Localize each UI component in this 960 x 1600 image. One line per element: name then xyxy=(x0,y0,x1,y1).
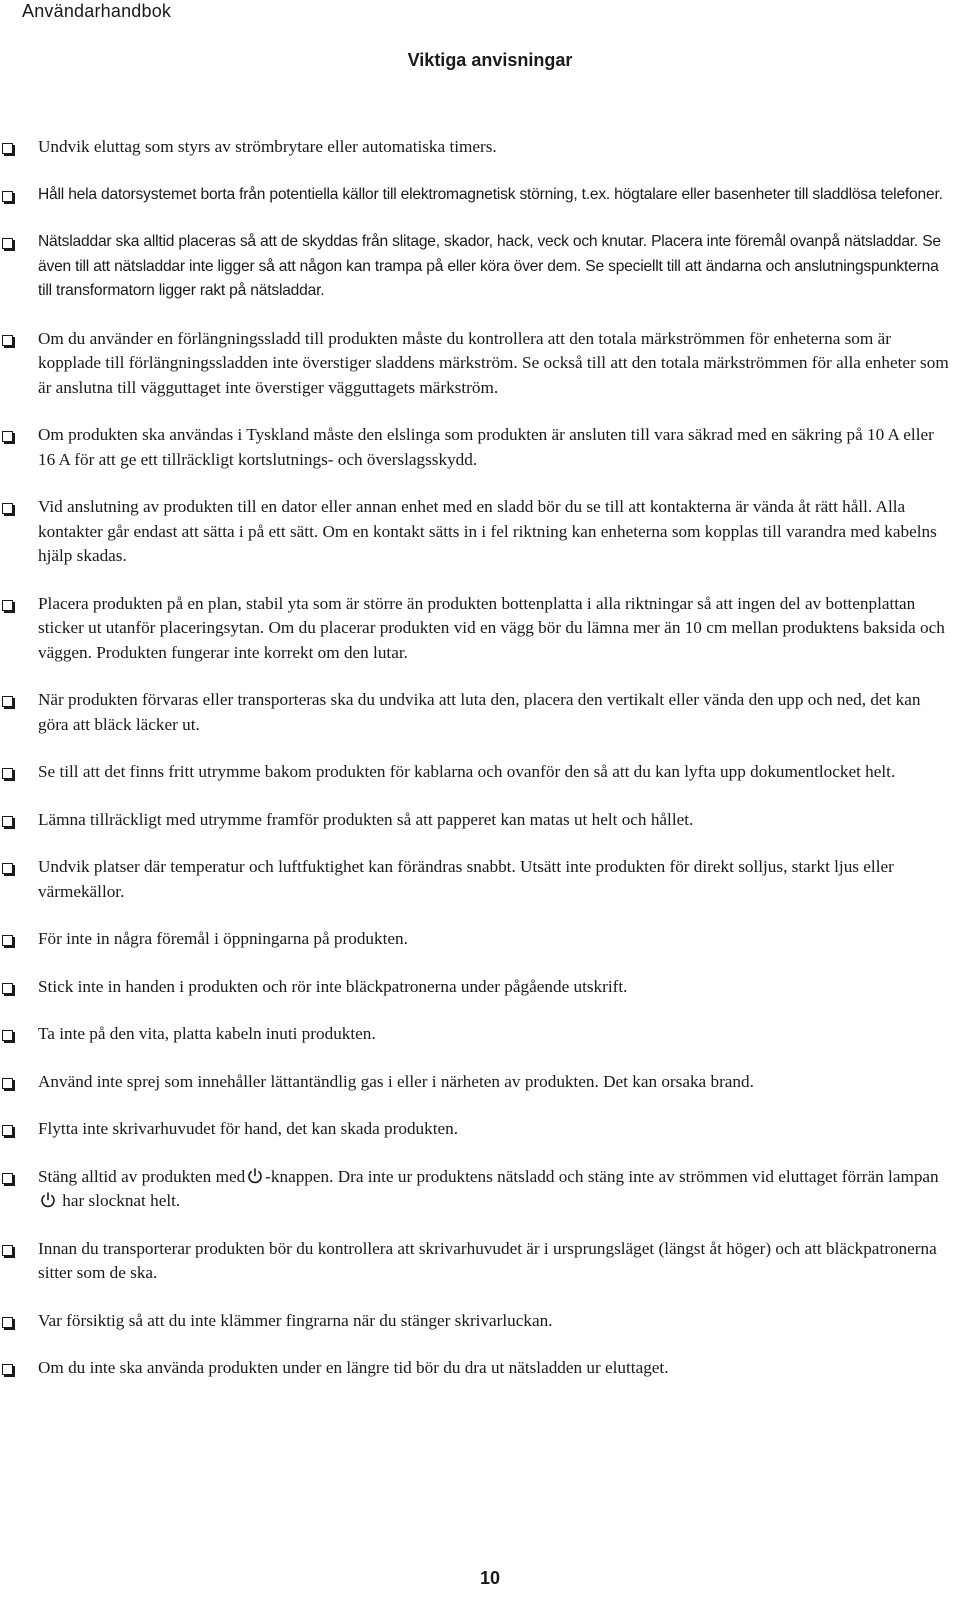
list-item-text: Undvik eluttag som styrs av strömbrytare eller automatiska timers. xyxy=(38,137,497,156)
list-item-text-part: Stäng alltid av produkten med xyxy=(38,1166,246,1186)
power-icon xyxy=(40,1192,56,1208)
list-item-text: Nätsladdar ska alltid placeras så att de skyddas från slitage, skador, hack, veck och knutar. Placera inte föremål ovanpå nätsladdar. Se även till att nätsladdar inte ligger så att någon kan trampa på eller köra över dem. Se speciellt till att ändarna och anslutningspunkterna till transformatorn ligger rakt på nätsladdar. xyxy=(38,233,941,299)
checkbox-icon xyxy=(2,1245,13,1256)
checkbox-icon xyxy=(2,1173,13,1184)
checkbox-icon xyxy=(2,983,13,994)
list-item xyxy=(0,1022,960,1047)
list-item xyxy=(0,760,960,785)
checkbox-icon xyxy=(2,696,13,707)
checkbox-icon xyxy=(2,600,13,611)
checkbox-icon xyxy=(2,503,13,514)
list-item xyxy=(0,327,960,401)
section-title: Viktiga anvisningar xyxy=(407,50,573,70)
checkbox-icon xyxy=(2,1364,13,1375)
list-item xyxy=(0,592,960,666)
list-item xyxy=(0,1117,960,1142)
list-item xyxy=(0,808,960,833)
list-item-text-part: har slocknat helt. xyxy=(62,1191,181,1210)
list-item-text: Lämna tillräckligt med utrymme framför produkten så att papperet kan matas ut helt och hållet. xyxy=(38,809,694,829)
list-item-text: Om du använder en förlängningssladd till produkten måste du kontrollera att den totala märkströmmen för enheterna som är kopplade till förlängningssladden inte överstiger sladdens märkström. Se också till att den totala märkströmmen för alla enheter som är anslutna till vägguttaget inte överstiger vägguttagets märkström. xyxy=(38,328,949,397)
list-item xyxy=(0,423,960,472)
list-item-text: Innan du transporterar produkten bör du kontrollera att skrivarhuvudet är i ursprungsläget (längst åt höger) och att bläckpatronerna sitter som de ska. xyxy=(38,1238,937,1282)
checkbox-icon xyxy=(2,1030,13,1041)
list-item-text: Ta inte på den vita, platta kabeln inuti produkten. xyxy=(38,1024,376,1043)
list-item xyxy=(0,927,960,952)
checkbox-icon xyxy=(2,1317,13,1328)
list-item xyxy=(0,975,960,1000)
list-item-text xyxy=(38,1165,952,1214)
checkbox-icon xyxy=(2,335,13,346)
list-item xyxy=(0,855,960,904)
checkbox-icon xyxy=(2,935,13,946)
checkbox-icon xyxy=(2,431,13,442)
checkbox-icon xyxy=(2,1125,13,1136)
checkbox-icon xyxy=(2,238,13,249)
power-icon xyxy=(247,1168,263,1184)
checkbox-icon xyxy=(2,816,13,827)
list-item-text: Håll hela datorsystemet borta från potentiella källor till elektromagnetisk störning, t.ex. högtalare eller basenheter till sladdlösa telefoner. xyxy=(38,185,943,203)
list-item xyxy=(0,183,960,208)
list-item xyxy=(0,1070,960,1095)
list-item-text: Vid anslutning av produkten till en dator eller annan enhet med en sladd bör du se till att kontakterna är vända åt rätt håll. Alla kontakter går endast att sätta i på ett sätt. Om en kontakt sätts in i fel riktning kan enheterna som kopplas till varandra med kabelns hjälp skadas. xyxy=(38,497,937,565)
list-item xyxy=(0,230,960,304)
instruction-list xyxy=(0,135,960,1404)
list-item xyxy=(0,1237,960,1286)
list-item-text: Om produkten ska användas i Tyskland måste den elslinga som produkten är ansluten till vara säkrad med en säkring på 10 A eller 16 A för att ge ett tillräckligt kortslutnings- och överslagsskydd. xyxy=(38,425,934,469)
list-item xyxy=(0,495,960,569)
list-item-text: Undvik platser där temperatur och luftfuktighet kan förändras snabbt. Utsätt inte produkten för direkt solljus, starkt ljus eller värmekällor. xyxy=(38,857,894,901)
list-item xyxy=(0,1309,960,1334)
list-item-text: Var försiktig så att du inte klämmer fingrarna när du stänger skrivarluckan. xyxy=(38,1310,553,1330)
list-item-text: Om du inte ska använda produkten under en längre tid bör du dra ut nätsladden ur eluttaget. xyxy=(38,1358,669,1377)
checkbox-icon xyxy=(2,1078,13,1089)
checkbox-icon xyxy=(2,143,13,154)
list-item xyxy=(0,1165,960,1214)
list-item-text: Flytta inte skrivarhuvudet för hand, det kan skada produkten. xyxy=(38,1119,459,1138)
list-item-text: Använd inte sprej som innehåller lättantändlig gas i eller i närheten av produkten. Det kan orsaka brand. xyxy=(38,1071,754,1091)
checkbox-icon xyxy=(2,768,13,779)
list-item-text: När produkten förvaras eller transporteras ska du undvika att luta den, placera den vertikalt eller vända den upp och ned, det kan göra att bläck läcker ut. xyxy=(38,690,921,734)
list-item-text: Placera produkten på en plan, stabil yta som är större än produkten bottenplatta i alla riktningar så att ingen del av bottenplattan sticker ut utanför placeringsytan. Om du placerar produkten vid en vägg bör du lämna mer än 10 cm mellan produktens baksida och väggen. Produkten fungerar inte korrekt om den lutar. xyxy=(38,593,945,662)
document-header: Användarhandbok xyxy=(22,1,172,21)
list-item xyxy=(0,688,960,737)
list-item-text: För inte in några föremål i öppningarna på produkten. xyxy=(38,929,408,948)
list-item-text-part: -knappen. Dra inte ur produktens nätsladd och stäng inte av strömmen vid eluttaget förrän lampan xyxy=(265,1166,939,1186)
list-item xyxy=(0,135,960,160)
checkbox-icon xyxy=(2,863,13,874)
list-item xyxy=(0,1356,960,1381)
list-item-text: Stick inte in handen i produkten och rör inte bläckpatronerna under pågående utskrift. xyxy=(38,976,628,996)
list-item-text: Se till att det finns fritt utrymme bakom produkten för kablarna och ovanför den så att du kan lyfta upp dokumentlocket helt. xyxy=(38,762,896,781)
checkbox-icon xyxy=(2,191,13,202)
page-number: 10 xyxy=(479,1568,501,1588)
